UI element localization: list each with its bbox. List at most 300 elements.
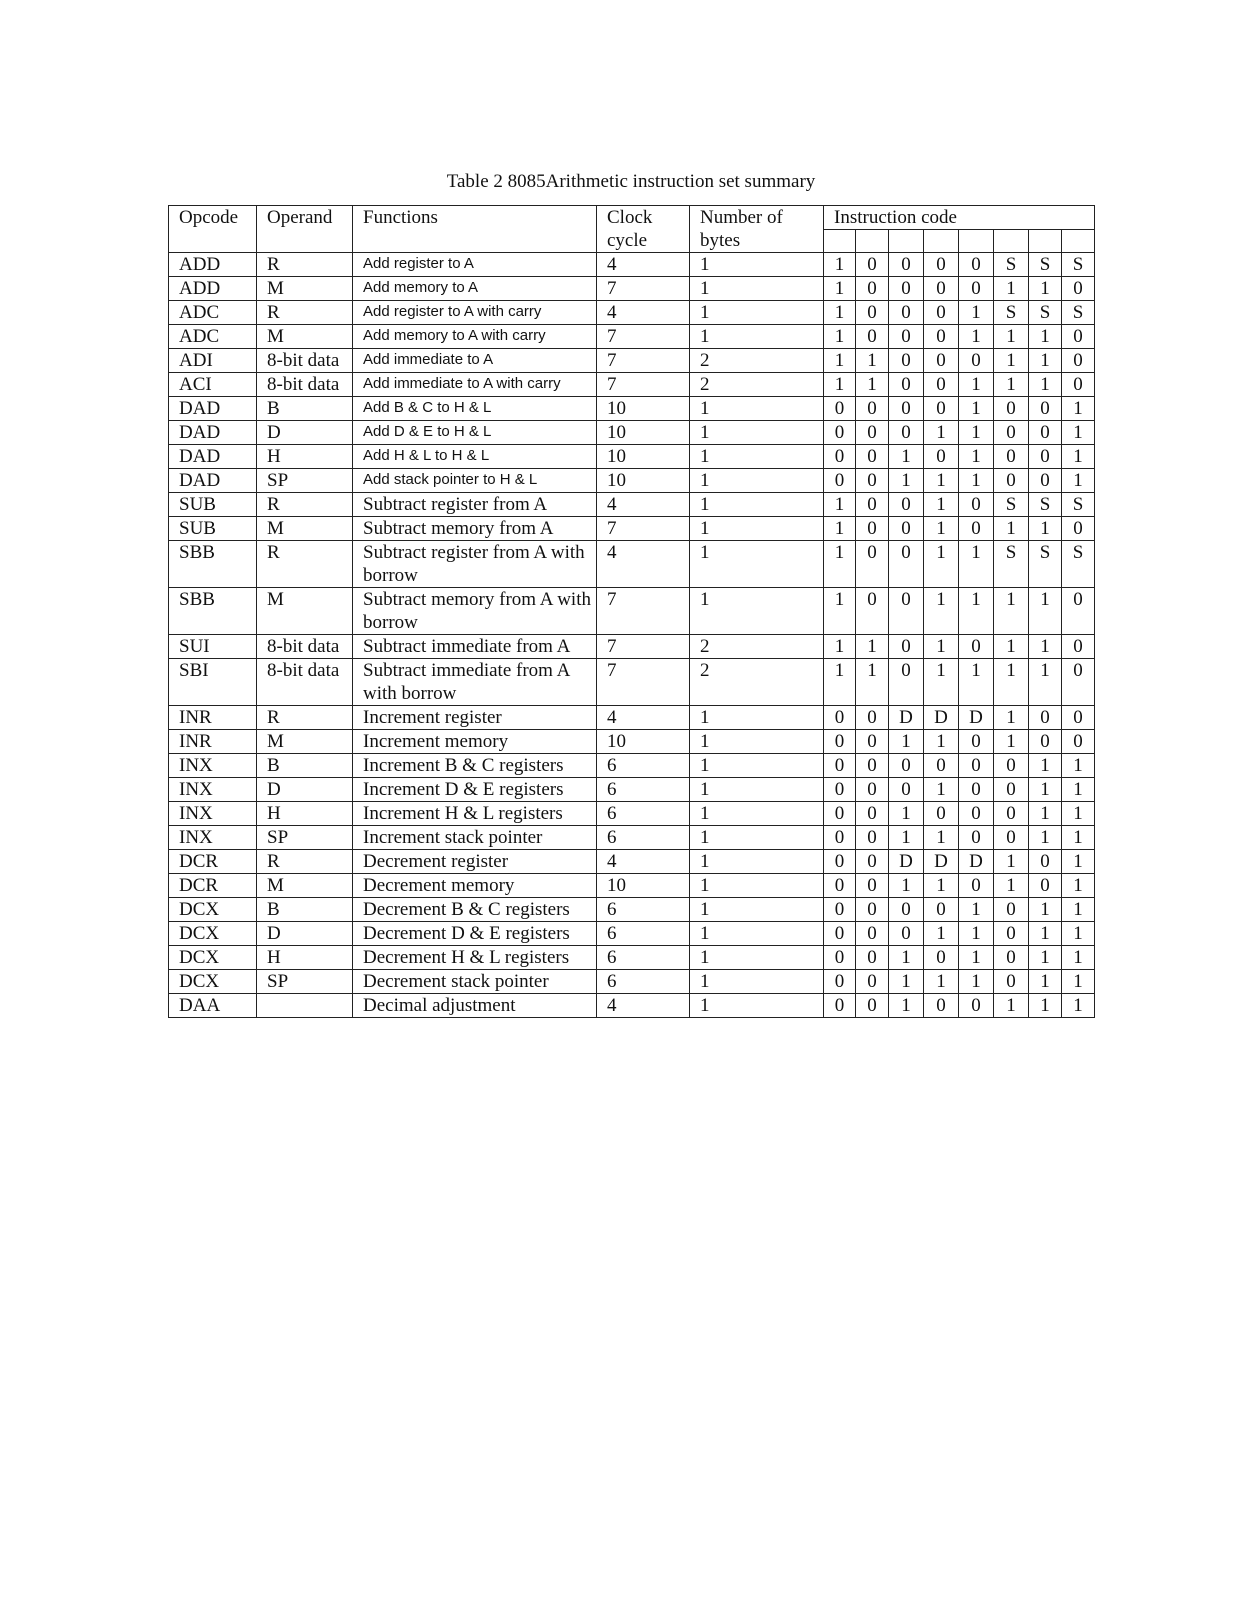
opcode-cell: DAA	[169, 994, 257, 1018]
bytes-cell: 1	[690, 778, 824, 802]
instruction-bit-cell: 0	[924, 802, 959, 826]
clock-cycle-cell: 4	[597, 493, 690, 517]
instruction-bit-cell: 1	[1062, 754, 1095, 778]
instruction-bit-cell: D	[889, 706, 924, 730]
bytes-cell: 1	[690, 874, 824, 898]
clock-cycle-cell: 10	[597, 421, 690, 445]
clock-cycle-cell: 7	[597, 517, 690, 541]
opcode-cell: DCX	[169, 970, 257, 994]
instruction-bit-cell: 0	[889, 397, 924, 421]
instruction-bit-cell: 1	[959, 659, 994, 706]
table-row	[169, 778, 1095, 802]
clock-cycle-cell: 7	[597, 373, 690, 397]
instruction-bit-cell: 0	[856, 301, 889, 325]
bit-header-cell	[856, 230, 889, 253]
instruction-bit-cell: 0	[824, 730, 856, 754]
instruction-bit-cell: 0	[1062, 588, 1095, 635]
instruction-bit-cell: 1	[1062, 898, 1095, 922]
instruction-bit-cell: 1	[959, 922, 994, 946]
function-cell: Increment B & C registers	[353, 754, 597, 778]
instruction-bit-cell: 0	[856, 898, 889, 922]
instruction-bit-cell: 1	[924, 541, 959, 588]
function-cell: Increment register	[353, 706, 597, 730]
table-row	[169, 325, 1095, 349]
function-cell: Add register to A with carry	[353, 301, 597, 325]
table-row	[169, 445, 1095, 469]
clock-cycle-cell: 10	[597, 730, 690, 754]
clock-cycle-header: Clock cycle	[597, 206, 690, 253]
instruction-bit-cell: 1	[856, 635, 889, 659]
bytes-cell: 1	[690, 588, 824, 635]
instruction-bit-cell: 1	[959, 469, 994, 493]
instruction-bit-cell: 0	[1062, 730, 1095, 754]
instruction-bit-cell: 0	[959, 493, 994, 517]
opcode-cell: SUB	[169, 517, 257, 541]
table-row	[169, 970, 1095, 994]
instruction-bit-cell: 0	[924, 349, 959, 373]
instruction-bit-cell: 0	[889, 325, 924, 349]
instruction-bit-cell: 1	[856, 659, 889, 706]
instruction-bit-cell: 0	[1029, 421, 1062, 445]
instruction-bit-cell: 1	[1029, 635, 1062, 659]
function-cell: Decrement register	[353, 850, 597, 874]
bit-header-cell	[959, 230, 994, 253]
instruction-bit-cell: 0	[889, 588, 924, 635]
bytes-cell: 1	[690, 754, 824, 778]
clock-cycle-cell: 7	[597, 325, 690, 349]
instruction-bit-cell: 1	[994, 706, 1029, 730]
bytes-cell: 2	[690, 635, 824, 659]
instruction-bit-cell: 1	[959, 970, 994, 994]
table-row	[169, 541, 1095, 588]
instruction-bit-cell: 0	[856, 970, 889, 994]
bit-header-cell	[924, 230, 959, 253]
bytes-cell: 1	[690, 397, 824, 421]
operand-header: Operand	[257, 206, 353, 253]
opcode-cell: ADC	[169, 301, 257, 325]
instruction-bit-cell: 1	[1029, 946, 1062, 970]
instruction-bit-cell: 0	[856, 850, 889, 874]
function-cell: Add register to A	[353, 253, 597, 277]
instruction-bit-cell: 0	[889, 253, 924, 277]
operand-cell: D	[257, 922, 353, 946]
opcode-cell: DCX	[169, 946, 257, 970]
table-row	[169, 469, 1095, 493]
clock-cycle-cell: 6	[597, 778, 690, 802]
instruction-bit-cell: 0	[924, 994, 959, 1018]
clock-cycle-cell: 4	[597, 301, 690, 325]
opcode-cell: INX	[169, 754, 257, 778]
instruction-bit-cell: 1	[1029, 898, 1062, 922]
instruction-bit-cell: 1	[924, 421, 959, 445]
instruction-bit-cell: 1	[924, 922, 959, 946]
function-cell: Increment memory	[353, 730, 597, 754]
operand-cell: B	[257, 898, 353, 922]
instruction-bit-cell: 0	[856, 469, 889, 493]
instruction-bit-cell: 1	[1062, 850, 1095, 874]
instruction-bit-cell: 1	[1029, 325, 1062, 349]
instruction-bit-cell: 0	[994, 397, 1029, 421]
function-cell: Decrement memory	[353, 874, 597, 898]
opcode-cell: SUI	[169, 635, 257, 659]
instruction-bit-cell: 1	[959, 898, 994, 922]
bytes-cell: 1	[690, 469, 824, 493]
instruction-bit-cell: 0	[924, 898, 959, 922]
clock-cycle-cell: 6	[597, 826, 690, 850]
instruction-bit-cell: 1	[824, 349, 856, 373]
instruction-bit-cell: 1	[1062, 826, 1095, 850]
bytes-cell: 2	[690, 659, 824, 706]
clock-cycle-cell: 7	[597, 349, 690, 373]
instruction-bit-cell: 0	[889, 493, 924, 517]
bytes-cell: 1	[690, 253, 824, 277]
instruction-bit-cell: 1	[1062, 397, 1095, 421]
opcode-cell: DCX	[169, 922, 257, 946]
opcode-cell: SUB	[169, 493, 257, 517]
bytes-cell: 1	[690, 706, 824, 730]
instruction-bit-cell: 0	[824, 469, 856, 493]
instruction-bit-cell: 0	[1062, 635, 1095, 659]
instruction-bit-cell: 0	[824, 802, 856, 826]
operand-cell: R	[257, 493, 353, 517]
function-cell: Subtract register from A	[353, 493, 597, 517]
instruction-bit-cell: 0	[889, 277, 924, 301]
instruction-bit-cell: 0	[856, 517, 889, 541]
instruction-bit-cell: 1	[824, 301, 856, 325]
instruction-bit-cell: 0	[824, 970, 856, 994]
instruction-bit-cell: 1	[924, 493, 959, 517]
instruction-bit-cell: 0	[959, 517, 994, 541]
instruction-bit-cell: 0	[1029, 397, 1062, 421]
instruction-bit-cell: 1	[1062, 469, 1095, 493]
operand-cell: 8-bit data	[257, 373, 353, 397]
instruction-bit-cell: 1	[824, 277, 856, 301]
operand-cell: SP	[257, 826, 353, 850]
instruction-bit-cell: 0	[889, 421, 924, 445]
opcode-cell: INX	[169, 778, 257, 802]
bytes-cell: 1	[690, 541, 824, 588]
opcode-cell: SBB	[169, 588, 257, 635]
header-row	[169, 206, 1095, 230]
bytes-cell: 1	[690, 517, 824, 541]
table-row	[169, 253, 1095, 277]
table-row	[169, 635, 1095, 659]
instruction-bit-cell: 1	[1062, 421, 1095, 445]
instruction-bit-cell: 0	[889, 541, 924, 588]
bytes-cell: 1	[690, 421, 824, 445]
bytes-cell: 1	[690, 850, 824, 874]
instruction-bit-cell: 0	[824, 850, 856, 874]
instruction-bit-cell: 0	[959, 635, 994, 659]
instruction-bit-cell: 0	[1062, 706, 1095, 730]
instruction-bit-cell: D	[924, 706, 959, 730]
bytes-header: Number of bytes	[690, 206, 824, 253]
instruction-bit-cell: 1	[924, 730, 959, 754]
instruction-bit-cell: 0	[824, 898, 856, 922]
opcode-header: Opcode	[169, 206, 257, 253]
arithmetic-instruction-table	[168, 205, 1095, 1018]
instruction-bit-cell: 1	[889, 445, 924, 469]
operand-cell: R	[257, 301, 353, 325]
instruction-bit-cell: 0	[824, 706, 856, 730]
instruction-bit-cell: 0	[889, 517, 924, 541]
operand-cell: M	[257, 874, 353, 898]
table-row	[169, 922, 1095, 946]
clock-cycle-cell: 6	[597, 898, 690, 922]
instruction-bit-cell: 0	[994, 778, 1029, 802]
instruction-code-header: Instruction code	[824, 206, 1095, 230]
instruction-bit-cell: 1	[1029, 517, 1062, 541]
bit-header-cell	[1062, 230, 1095, 253]
instruction-bit-cell: 1	[1029, 659, 1062, 706]
instruction-bit-cell: S	[1029, 493, 1062, 517]
instruction-bit-cell: 1	[994, 850, 1029, 874]
function-cell: Increment D & E registers	[353, 778, 597, 802]
instruction-bit-cell: 0	[924, 946, 959, 970]
operand-cell: R	[257, 541, 353, 588]
function-cell: Subtract register from A with borrow	[353, 541, 597, 588]
operand-cell: B	[257, 754, 353, 778]
operand-cell: D	[257, 421, 353, 445]
instruction-bit-cell: 1	[1062, 922, 1095, 946]
instruction-bit-cell: 0	[824, 922, 856, 946]
instruction-bit-cell: 1	[856, 373, 889, 397]
instruction-bit-cell: 0	[1029, 730, 1062, 754]
opcode-cell: DAD	[169, 445, 257, 469]
instruction-bit-cell: 0	[1062, 325, 1095, 349]
instruction-bit-cell: 0	[856, 730, 889, 754]
instruction-bit-cell: 0	[824, 994, 856, 1018]
function-cell: Add immediate to A with carry	[353, 373, 597, 397]
operand-cell: 8-bit data	[257, 659, 353, 706]
instruction-bit-cell: D	[889, 850, 924, 874]
instruction-bit-cell: 0	[856, 802, 889, 826]
instruction-bit-cell: 0	[959, 874, 994, 898]
table-body	[169, 253, 1095, 1018]
opcode-cell: SBI	[169, 659, 257, 706]
function-cell: Increment stack pointer	[353, 826, 597, 850]
table-caption: Table 2 8085Arithmetic instruction set summary	[446, 171, 816, 192]
instruction-bit-cell: 0	[856, 253, 889, 277]
clock-cycle-cell: 7	[597, 588, 690, 635]
clock-cycle-cell: 4	[597, 541, 690, 588]
instruction-bit-cell: 1	[959, 588, 994, 635]
bytes-cell: 1	[690, 946, 824, 970]
instruction-bit-cell: 1	[959, 946, 994, 970]
bytes-cell: 1	[690, 826, 824, 850]
instruction-bit-cell: 1	[1062, 802, 1095, 826]
instruction-bit-cell: 0	[889, 659, 924, 706]
function-cell: Add stack pointer to H & L	[353, 469, 597, 493]
operand-cell: H	[257, 946, 353, 970]
instruction-bit-cell: 0	[824, 754, 856, 778]
operand-cell: SP	[257, 970, 353, 994]
opcode-cell: INR	[169, 706, 257, 730]
instruction-bit-cell: 0	[824, 778, 856, 802]
instruction-bit-cell: 1	[959, 373, 994, 397]
table-row	[169, 517, 1095, 541]
instruction-bit-cell: 0	[856, 922, 889, 946]
bit-header-cell	[994, 230, 1029, 253]
instruction-bit-cell: S	[994, 541, 1029, 588]
clock-cycle-cell: 4	[597, 994, 690, 1018]
clock-cycle-cell: 7	[597, 635, 690, 659]
bytes-cell: 1	[690, 922, 824, 946]
instruction-bit-cell: 1	[959, 397, 994, 421]
instruction-bit-cell: 1	[959, 421, 994, 445]
bytes-cell: 1	[690, 994, 824, 1018]
opcode-cell: DCR	[169, 850, 257, 874]
instruction-bit-cell: 1	[924, 588, 959, 635]
instruction-bit-cell: 1	[1062, 445, 1095, 469]
instruction-bit-cell: S	[994, 493, 1029, 517]
bytes-cell: 1	[690, 730, 824, 754]
instruction-bit-cell: 1	[994, 325, 1029, 349]
function-cell: Increment H & L registers	[353, 802, 597, 826]
opcode-cell: ADD	[169, 253, 257, 277]
instruction-bit-cell: 0	[994, 898, 1029, 922]
function-cell: Decimal adjustment	[353, 994, 597, 1018]
operand-cell: H	[257, 445, 353, 469]
instruction-bit-cell: 0	[824, 445, 856, 469]
opcode-cell: ACI	[169, 373, 257, 397]
instruction-bit-cell: 0	[959, 778, 994, 802]
table-row	[169, 301, 1095, 325]
instruction-bit-cell: 0	[889, 754, 924, 778]
instruction-bit-cell: 0	[959, 277, 994, 301]
instruction-bit-cell: 0	[994, 826, 1029, 850]
table-row	[169, 277, 1095, 301]
instruction-bit-cell: 1	[1062, 778, 1095, 802]
opcode-cell: INX	[169, 826, 257, 850]
instruction-bit-cell: 1	[889, 994, 924, 1018]
instruction-bit-cell: 0	[924, 325, 959, 349]
instruction-bit-cell: 1	[889, 826, 924, 850]
instruction-bit-cell: S	[1029, 253, 1062, 277]
instruction-bit-cell: 0	[924, 397, 959, 421]
instruction-bit-cell: 1	[1062, 874, 1095, 898]
table-row	[169, 898, 1095, 922]
instruction-bit-cell: 0	[889, 635, 924, 659]
instruction-bit-cell: 1	[824, 253, 856, 277]
bytes-cell: 2	[690, 349, 824, 373]
instruction-bit-cell: 0	[924, 754, 959, 778]
instruction-bit-cell: 0	[856, 778, 889, 802]
instruction-bit-cell: 1	[889, 730, 924, 754]
bytes-cell: 1	[690, 445, 824, 469]
instruction-bit-cell: 0	[994, 754, 1029, 778]
opcode-cell: ADD	[169, 277, 257, 301]
opcode-cell: ADI	[169, 349, 257, 373]
bit-header-cell	[824, 230, 856, 253]
instruction-bit-cell: 0	[824, 826, 856, 850]
instruction-bit-cell: 0	[856, 445, 889, 469]
instruction-bit-cell: 1	[924, 970, 959, 994]
instruction-bit-cell: 1	[824, 373, 856, 397]
instruction-bit-cell: 0	[856, 754, 889, 778]
function-cell: Add D & E to H & L	[353, 421, 597, 445]
instruction-bit-cell: 0	[889, 373, 924, 397]
operand-cell: R	[257, 706, 353, 730]
instruction-bit-cell: 1	[1029, 994, 1062, 1018]
opcode-cell: SBB	[169, 541, 257, 588]
operand-cell: D	[257, 778, 353, 802]
instruction-bit-cell: S	[1029, 301, 1062, 325]
function-cell: Decrement D & E registers	[353, 922, 597, 946]
bytes-cell: 1	[690, 493, 824, 517]
instruction-bit-cell: 0	[959, 802, 994, 826]
instruction-bit-cell: 1	[959, 301, 994, 325]
instruction-bit-cell: 1	[924, 635, 959, 659]
function-cell: Add memory to A	[353, 277, 597, 301]
function-cell: Add B & C to H & L	[353, 397, 597, 421]
instruction-bit-cell: 1	[924, 659, 959, 706]
instruction-bit-cell: 0	[959, 730, 994, 754]
instruction-bit-cell: 1	[959, 445, 994, 469]
instruction-bit-cell: 0	[1062, 373, 1095, 397]
instruction-bit-cell: 1	[889, 970, 924, 994]
instruction-bit-cell: 0	[856, 874, 889, 898]
instruction-bit-cell: S	[994, 301, 1029, 325]
instruction-bit-cell: 1	[994, 588, 1029, 635]
instruction-bit-cell: 0	[959, 754, 994, 778]
table-row	[169, 874, 1095, 898]
clock-cycle-cell: 6	[597, 922, 690, 946]
instruction-bit-cell: 0	[856, 706, 889, 730]
bytes-cell: 1	[690, 325, 824, 349]
instruction-bit-cell: 1	[1062, 994, 1095, 1018]
instruction-bit-cell: 1	[994, 994, 1029, 1018]
instruction-bit-cell: S	[1029, 541, 1062, 588]
opcode-cell: DAD	[169, 397, 257, 421]
instruction-bit-cell: 1	[1029, 778, 1062, 802]
instruction-bit-cell: 1	[824, 325, 856, 349]
instruction-bit-cell: 1	[994, 277, 1029, 301]
table-row	[169, 730, 1095, 754]
instruction-bit-cell: 0	[994, 922, 1029, 946]
function-cell: Subtract memory from A	[353, 517, 597, 541]
function-cell: Subtract immediate from A	[353, 635, 597, 659]
operand-cell: R	[257, 253, 353, 277]
instruction-bit-cell: 0	[856, 421, 889, 445]
instruction-bit-cell: 1	[824, 493, 856, 517]
instruction-bit-cell: 1	[889, 946, 924, 970]
table-row	[169, 588, 1095, 635]
instruction-bit-cell: 1	[994, 349, 1029, 373]
instruction-bit-cell: 0	[856, 493, 889, 517]
instruction-bit-cell: 0	[994, 946, 1029, 970]
instruction-bit-cell: 0	[924, 253, 959, 277]
instruction-bit-cell: 1	[994, 373, 1029, 397]
instruction-bit-cell: 1	[856, 349, 889, 373]
instruction-bit-cell: 0	[994, 970, 1029, 994]
clock-cycle-cell: 10	[597, 397, 690, 421]
instruction-bit-cell: S	[994, 253, 1029, 277]
instruction-bit-cell: 1	[1029, 754, 1062, 778]
function-cell: Decrement H & L registers	[353, 946, 597, 970]
instruction-bit-cell: 0	[924, 301, 959, 325]
bit-header-cell	[889, 230, 924, 253]
table-row	[169, 397, 1095, 421]
clock-cycle-cell: 10	[597, 874, 690, 898]
table-row	[169, 946, 1095, 970]
instruction-bit-cell: 1	[924, 874, 959, 898]
bytes-cell: 1	[690, 970, 824, 994]
instruction-bit-cell: 0	[959, 826, 994, 850]
bit-header-cell	[1029, 230, 1062, 253]
instruction-bit-cell: 0	[924, 445, 959, 469]
function-cell: Add H & L to H & L	[353, 445, 597, 469]
